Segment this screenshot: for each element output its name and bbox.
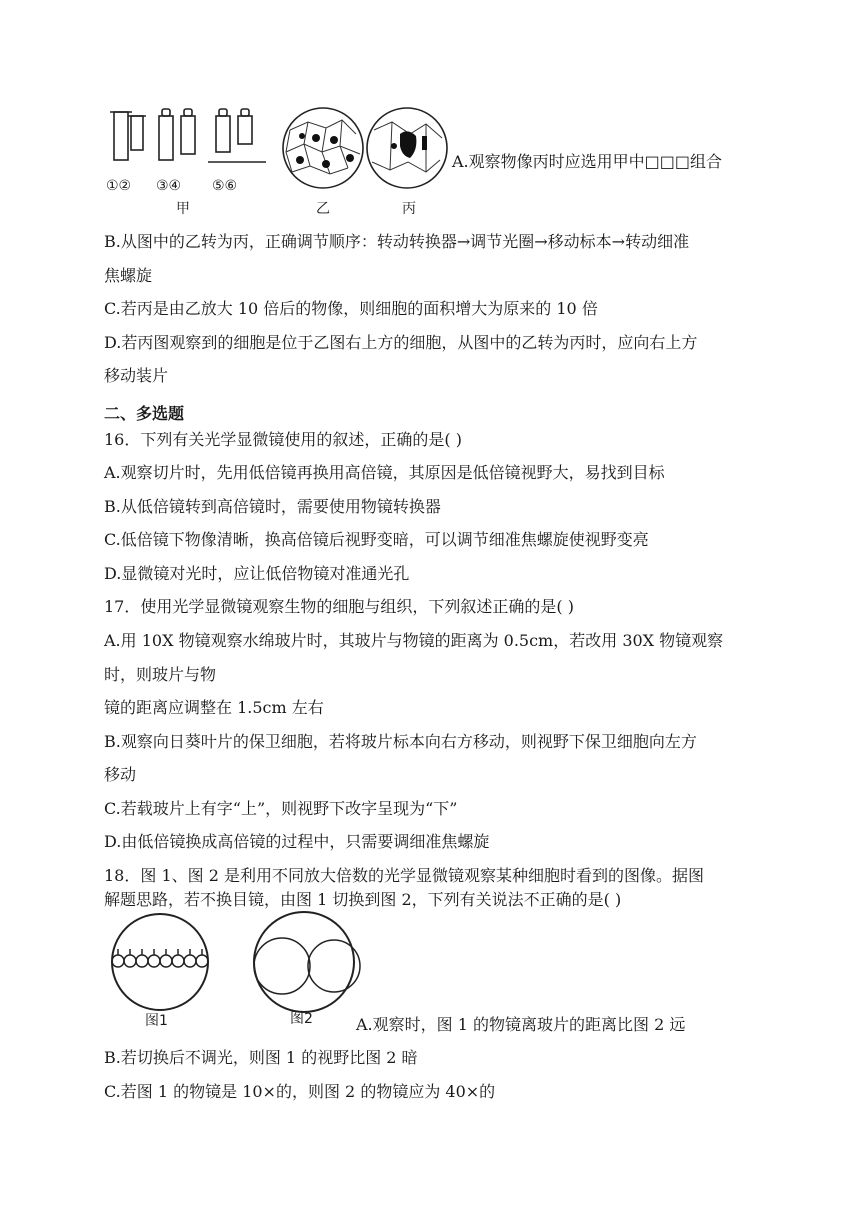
- q16-option-a: A.观察切片时，先用低倍镜再换用高倍镜，其原因是低倍镜视野大，易找到目标: [104, 463, 665, 482]
- group-label-bing: 丙: [402, 201, 416, 217]
- q18-stem-line2: 解题思路，若不换目镜，由图 1 切换到图 2，下列有关说法不正确的是( ): [104, 890, 622, 909]
- q16-stem: 16．下列有关光学显微镜使用的叙述，正确的是( ): [104, 430, 462, 449]
- q17-option-b-line2: 移动: [104, 765, 137, 784]
- q15-option-c: C.若丙是由乙放大 10 倍后的物像，则细胞的面积增大为原来的 10 倍: [104, 299, 598, 318]
- group-label-yi: 乙: [316, 201, 330, 217]
- q18-option-a: A.观察时，图 1 的物镜离玻片的距离比图 2 远: [356, 1015, 686, 1034]
- tube-label-1-2: ①②: [106, 178, 132, 194]
- q17-option-d: D.由低倍镜换成高倍镜的过程中，只需要调细准焦螺旋: [104, 832, 490, 851]
- tube-label-3-4: ③④: [156, 178, 182, 194]
- tube-label-5-6: ⑤⑥: [212, 178, 238, 194]
- q17-option-c: C.若载玻片上有字“上”，则视野下改字呈现为“下”: [104, 799, 458, 818]
- q18-option-c: C.若图 1 的物镜是 10×的，则图 2 的物镜应为 40×的: [104, 1082, 496, 1101]
- q17-option-b-line1: B.观察向日葵叶片的保卫细胞，若将玻片标本向右方移动，则视野下保卫细胞向左方: [104, 732, 697, 751]
- q15-option-d-line1: D.若丙图观察到的细胞是位于乙图右上方的细胞，从图中的乙转为丙时，应向右上方: [104, 333, 698, 352]
- q17-option-a-line3: 镜的距离应调整在 1.5cm 左右: [104, 698, 324, 717]
- q18-stem-line1: 18．图 1、图 2 是利用不同放大倍数的光学显微镜观察某种细胞时看到的图像。据图: [104, 866, 704, 885]
- section-title: 二、多选题: [104, 404, 185, 423]
- microscope-lens-figure: [104, 100, 444, 220]
- group-label-jia: 甲: [176, 201, 190, 217]
- q17-option-a-line1: A.用 10X 物镜观察水绵玻片时，其玻片与物镜的距离为 0.5cm，若改用 30X 物镜观察: [104, 631, 724, 650]
- q18-option-b: B.若切换后不调光，则图 1 的视野比图 2 暗: [104, 1048, 418, 1067]
- q17-option-a-line2: 时，则玻片与物: [104, 665, 217, 684]
- q15-option-b-line2: 焦螺旋: [104, 266, 153, 285]
- q17-stem: 17．使用光学显微镜观察生物的细胞与组织，下列叙述正确的是( ): [104, 597, 574, 616]
- q16-option-b: B.从低倍镜转到高倍镜时，需要使用物镜转换器: [104, 497, 441, 516]
- q15-option-a: A.观察物像丙时应选用甲中□□□组合: [452, 152, 722, 171]
- q16-option-c: C.低倍镜下物像清晰，换高倍镜后视野变暗，可以调节细准焦螺旋使视野变亮: [104, 530, 649, 549]
- fig2-label: 图2: [290, 1011, 313, 1027]
- q15-option-d-line2: 移动装片: [104, 366, 169, 385]
- q15-option-b-line1: B.从图中的乙转为丙，正确调节顺序：转动转换器→调节光圈→移动标本→转动细准: [104, 232, 690, 251]
- microscope-view-figure: [104, 916, 364, 1016]
- q16-option-d: D.显微镜对光时，应让低倍物镜对准通光孔: [104, 564, 410, 583]
- fig1-label: 图1: [145, 1013, 168, 1029]
